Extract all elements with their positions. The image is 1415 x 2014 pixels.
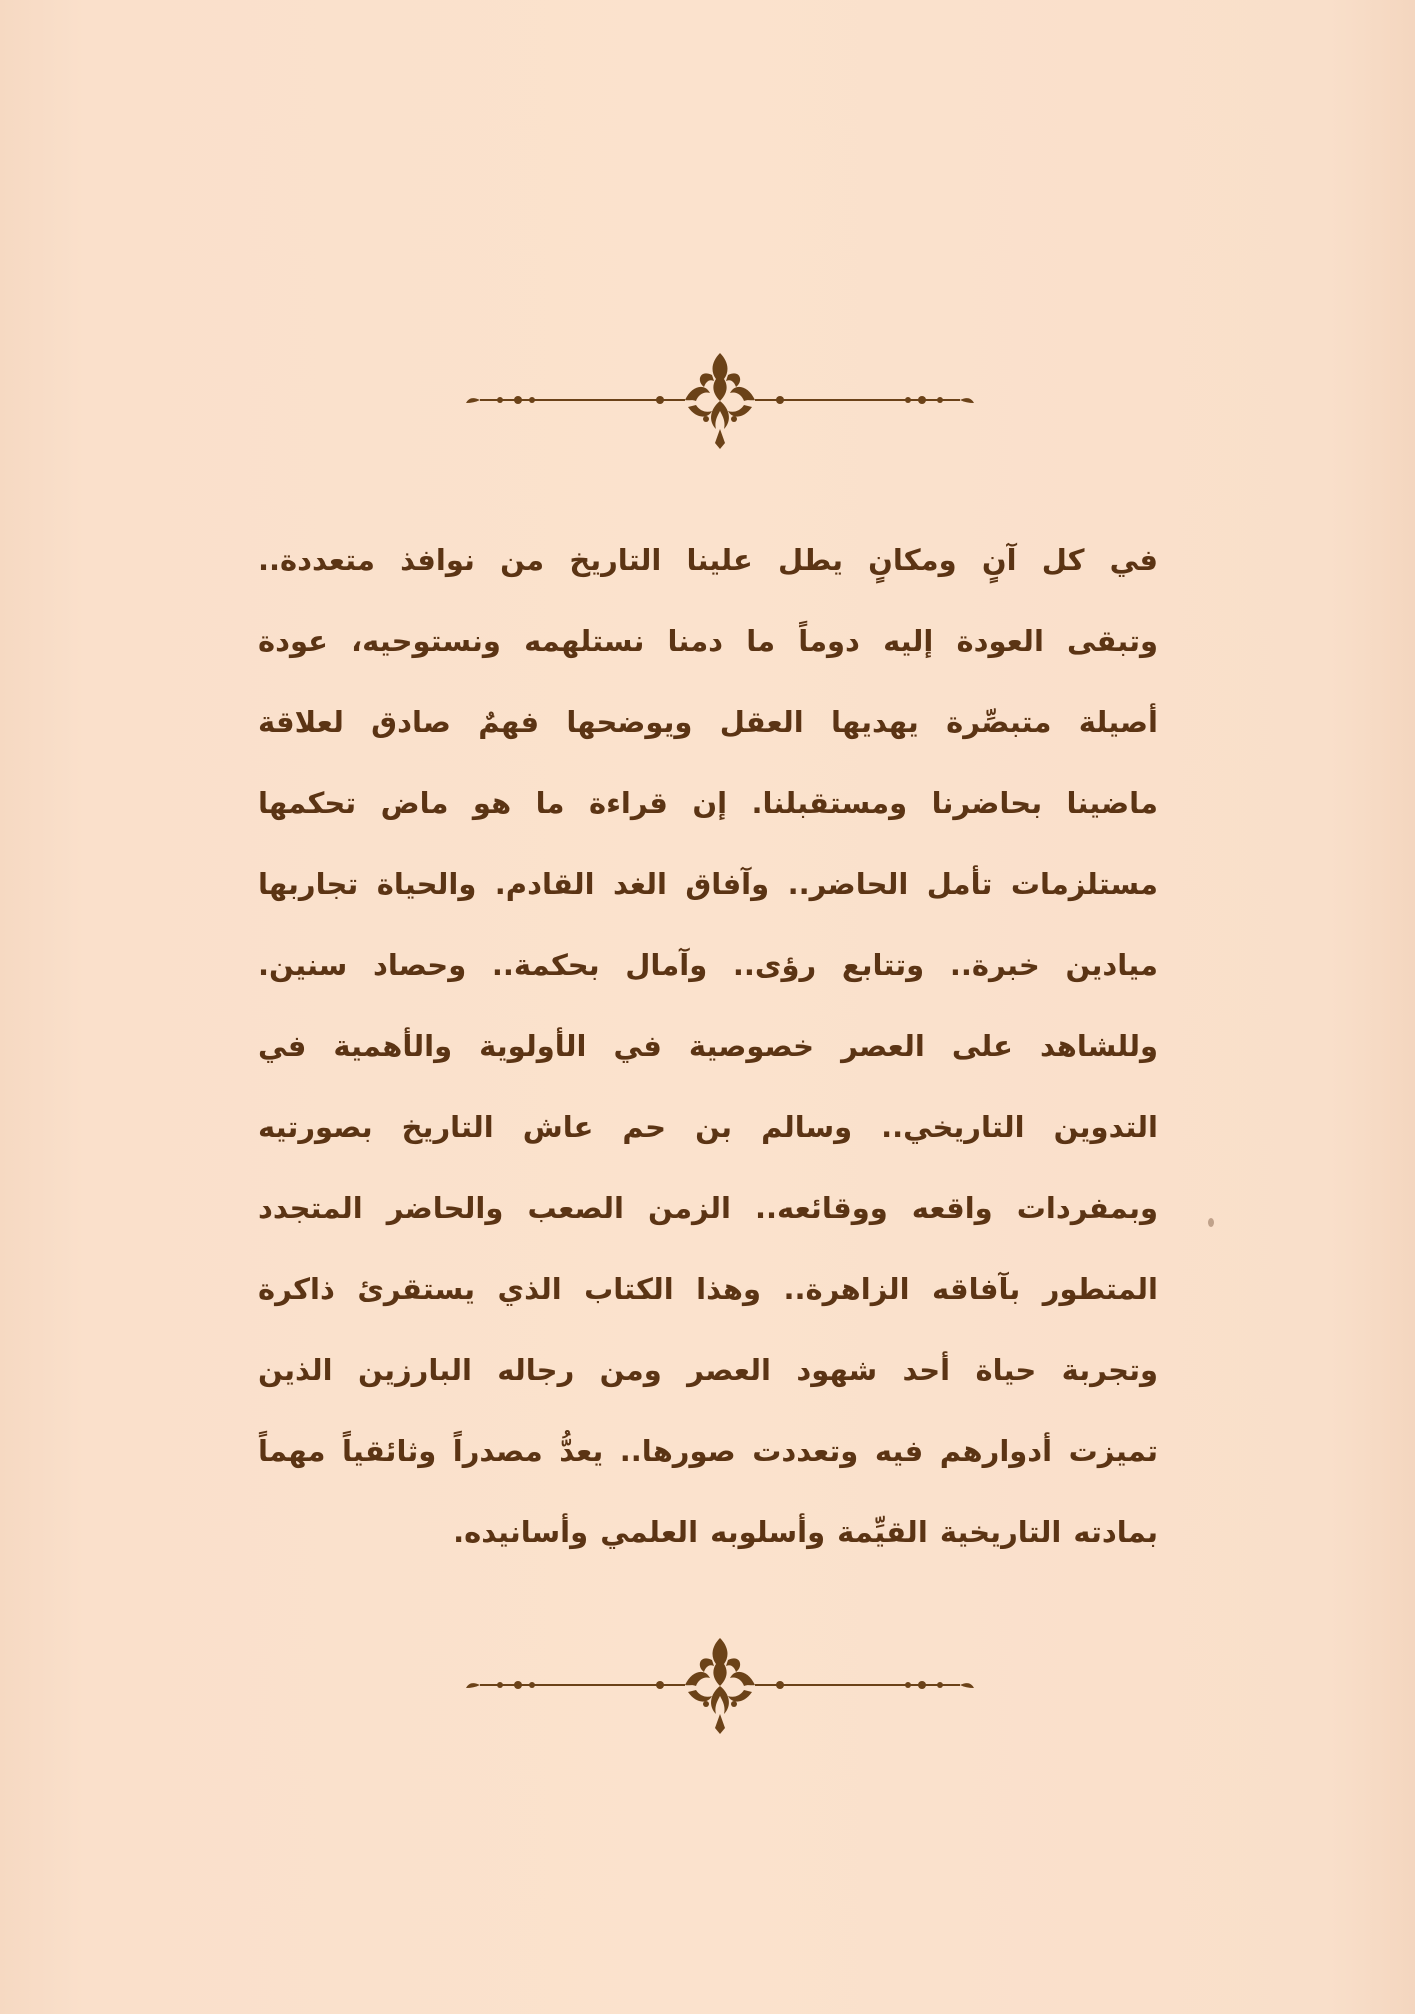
- text-line: المتطور بآفاقه الزاهرة.. وهذا الكتاب الذي يستقرئ ذاكرة: [258, 1272, 1158, 1306]
- text-line: وللشاهد على العصر خصوصية في الأولوية والأهمية في: [258, 1029, 1158, 1063]
- text-line: أصيلة متبصِّرة يهديها العقل ويوضحها فهمٌ صادق لعلاقة: [258, 705, 1158, 739]
- text-line: وتجربة حياة أحد شهود العصر ومن رجاله البارزين الذين: [258, 1353, 1158, 1387]
- paper-speck: [1208, 1218, 1214, 1227]
- top-floral-divider: [460, 345, 980, 455]
- text-line: وبمفردات واقعه ووقائعه.. الزمن الصعب والحاضر المتجدد: [258, 1191, 1158, 1225]
- text-line: في كل آنٍ ومكانٍ يطل علينا التاريخ من نوافذ متعددة..: [258, 543, 1158, 577]
- bottom-floral-divider: [460, 1630, 980, 1740]
- text-line: بمادته التاريخية القيِّمة وأسلوبه العلمي وأسانيده.: [453, 1515, 1158, 1549]
- text-line: ميادين خبرة.. وتتابع رؤى.. وآمال بحكمة.. وحصاد سنين.: [258, 948, 1158, 982]
- back-cover-text: [258, 520, 1158, 1573]
- floral-divider-icon: [460, 345, 980, 455]
- text-line: تميزت أدوارهم فيه وتعددت صورها.. يعدُّ مصدراً وثائقياً مهماً: [258, 1434, 1158, 1468]
- floral-divider-icon: [460, 1630, 980, 1740]
- text-line: مستلزمات تأمل الحاضر.. وآفاق الغد القادم. والحياة تجاربها: [258, 867, 1158, 901]
- text-line: التدوين التاريخي.. وسالم بن حم عاش التاريخ بصورتيه: [258, 1110, 1158, 1144]
- text-line: ماضينا بحاضرنا ومستقبلنا. إن قراءة ما هو ماض تحكمها: [258, 786, 1158, 820]
- text-line: وتبقى العودة إليه دوماً ما دمنا نستلهمه ونستوحيه، عودة: [258, 624, 1158, 658]
